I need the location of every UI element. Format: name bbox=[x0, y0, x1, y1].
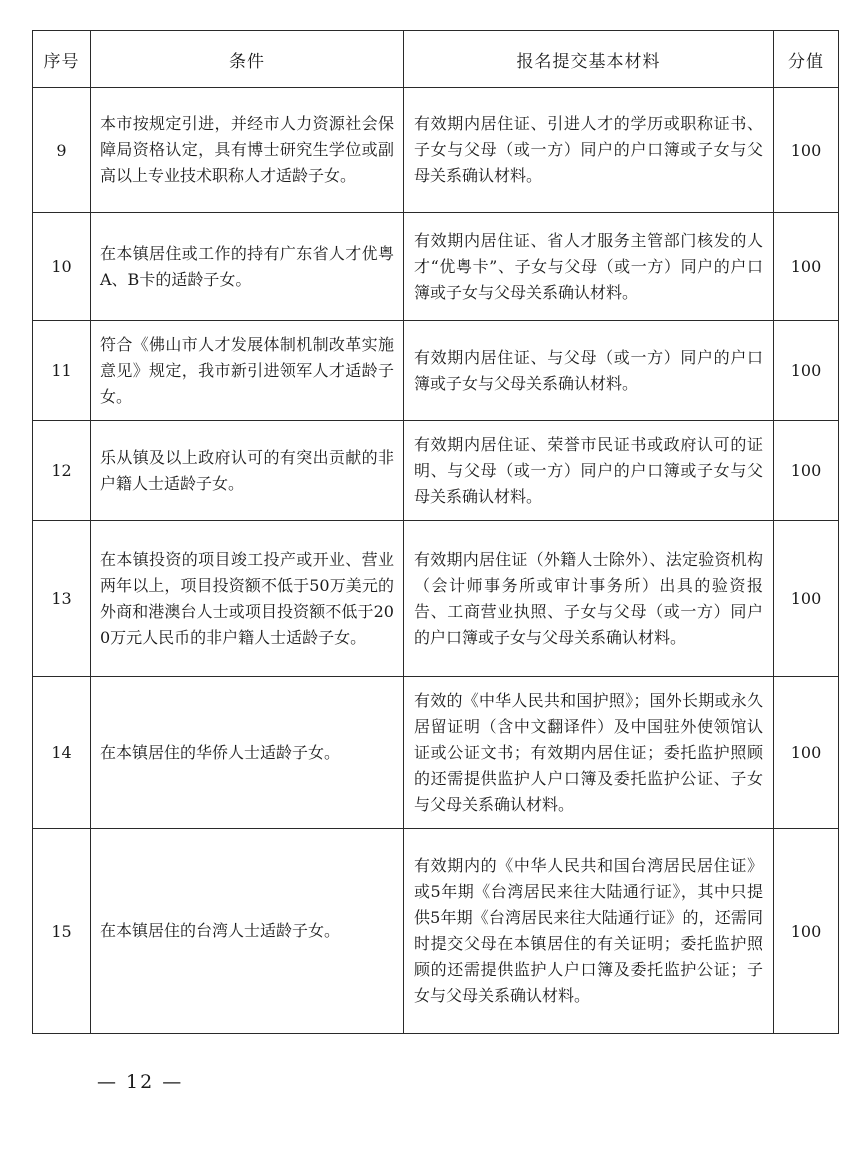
row-score: 100 bbox=[774, 521, 839, 677]
table-row bbox=[33, 829, 839, 1034]
table-row bbox=[33, 677, 839, 829]
row-condition: 乐从镇及以上政府认可的有突出贡献的非户籍人士适龄子女。 bbox=[91, 421, 404, 521]
row-no: 9 bbox=[33, 88, 91, 213]
row-no: 14 bbox=[33, 677, 91, 829]
row-score: 100 bbox=[774, 88, 839, 213]
header-materials: 报名提交基本材料 bbox=[404, 31, 774, 88]
row-materials: 有效期内居住证、与父母（或一方）同户的户口簿或子女与父母关系确认材料。 bbox=[404, 321, 774, 421]
row-no: 10 bbox=[33, 213, 91, 321]
table-header-row bbox=[33, 31, 839, 88]
table-row bbox=[33, 88, 839, 213]
row-materials: 有效期内居住证、荣誉市民证书或政府认可的证明、与父母（或一方）同户的户口簿或子女与父母关系确认材料。 bbox=[404, 421, 774, 521]
row-score: 100 bbox=[774, 677, 839, 829]
header-score: 分值 bbox=[774, 31, 839, 88]
row-materials: 有效期内居住证、省人才服务主管部门核发的人才“优粤卡”、子女与父母（或一方）同户的户口簿或子女与父母关系确认材料。 bbox=[404, 213, 774, 321]
row-no: 12 bbox=[33, 421, 91, 521]
row-condition: 本市按规定引进，并经市人力资源社会保障局资格认定，具有博士研究生学位或副高以上专业技术职称人才适龄子女。 bbox=[91, 88, 404, 213]
row-materials: 有效的《中华人民共和国护照》；国外长期或永久居留证明（含中文翻译件）及中国驻外使领馆认证或公证文书；有效期内居住证；委托监护照顾的还需提供监护人户口簿及委托监护公证、子女与父母关系确认材料。 bbox=[404, 677, 774, 829]
row-materials: 有效期内的《中华人民共和国台湾居民居住证》或5年期《台湾居民来往大陆通行证》，其中只提供5年期《台湾居民来往大陆通行证》的，还需同时提交父母在本镇居住的有关证明；委托监护照顾的还需提供监护人户口簿及委托监护公证；子女与父母关系确认材料。 bbox=[404, 829, 774, 1034]
page-number: — 12 — bbox=[97, 1071, 184, 1093]
header-condition: 条件 bbox=[91, 31, 404, 88]
table-row bbox=[33, 321, 839, 421]
row-materials: 有效期内居住证、引进人才的学历或职称证书、子女与父母（或一方）同户的户口簿或子女与父母关系确认材料。 bbox=[404, 88, 774, 213]
table-row bbox=[33, 421, 839, 521]
eligibility-table bbox=[32, 30, 839, 1034]
row-condition: 在本镇居住的华侨人士适龄子女。 bbox=[91, 677, 404, 829]
row-no: 15 bbox=[33, 829, 91, 1034]
row-condition: 符合《佛山市人才发展体制机制改革实施意见》规定，我市新引进领军人才适龄子女。 bbox=[91, 321, 404, 421]
row-score: 100 bbox=[774, 213, 839, 321]
row-condition: 在本镇投资的项目竣工投产或开业、营业两年以上，项目投资额不低于50万美元的外商和港澳台人士或项目投资额不低于200万元人民币的非户籍人士适龄子女。 bbox=[91, 521, 404, 677]
row-condition: 在本镇居住的台湾人士适龄子女。 bbox=[91, 829, 404, 1034]
row-no: 13 bbox=[33, 521, 91, 677]
table-row bbox=[33, 521, 839, 677]
row-score: 100 bbox=[774, 321, 839, 421]
row-score: 100 bbox=[774, 421, 839, 521]
row-score: 100 bbox=[774, 829, 839, 1034]
row-condition: 在本镇居住或工作的持有广东省人才优粤A、B卡的适龄子女。 bbox=[91, 213, 404, 321]
row-no: 11 bbox=[33, 321, 91, 421]
table-row bbox=[33, 213, 839, 321]
row-materials: 有效期内居住证（外籍人士除外）、法定验资机构（会计师事务所或审计事务所）出具的验资报告、工商营业执照、子女与父母（或一方）同户的户口簿或子女与父母关系确认材料。 bbox=[404, 521, 774, 677]
header-no: 序号 bbox=[33, 31, 91, 88]
